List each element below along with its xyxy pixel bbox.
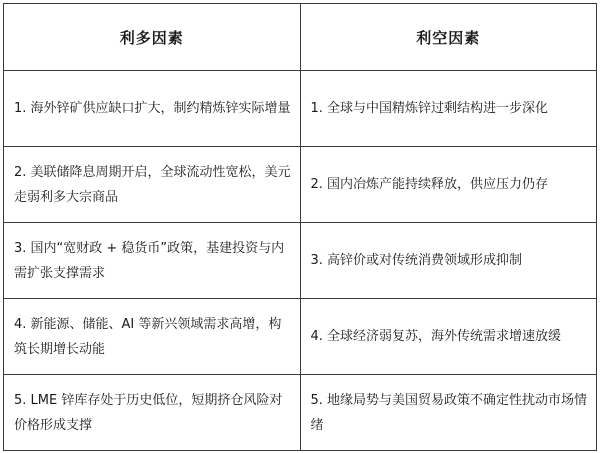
bearish-factor-cell: 4. 全球经济弱复苏，海外传统需求增速放缓 (300, 299, 597, 375)
factor-table (3, 3, 597, 451)
bullish-factor-cell: 3. 国内“宽财政 + 稳货币”政策，基建投资与内需扩张支撑需求 (4, 223, 301, 299)
table-row (4, 299, 597, 375)
header-bullish-factors: 利多因素 (4, 4, 301, 71)
bearish-factor-cell: 2. 国内冶炼产能持续释放，供应压力仍存 (300, 147, 597, 223)
table-row (4, 71, 597, 147)
table-header-row (4, 4, 597, 71)
bullish-factor-cell: 5. LME 锌库存处于历史低位，短期挤仓风险对价格形成支撑 (4, 375, 301, 451)
bearish-factor-cell: 3. 高锌价或对传统消费领域形成抑制 (300, 223, 597, 299)
bullish-factor-cell: 1. 海外锌矿供应缺口扩大，制约精炼锌实际增量 (4, 71, 301, 147)
table-row (4, 375, 597, 451)
table-row (4, 147, 597, 223)
bullish-factor-cell: 4. 新能源、储能、AI 等新兴领域需求高增，构筑长期增长动能 (4, 299, 301, 375)
table-row (4, 223, 597, 299)
header-bearish-factors: 利空因素 (300, 4, 597, 71)
bearish-factor-cell: 5. 地缘局势与美国贸易政策不确定性扰动市场情绪 (300, 375, 597, 451)
bullish-factor-cell: 2. 美联储降息周期开启，全球流动性宽松，美元走弱利多大宗商品 (4, 147, 301, 223)
bearish-factor-cell: 1. 全球与中国精炼锌过剩结构进一步深化 (300, 71, 597, 147)
factor-table-container (3, 3, 597, 450)
